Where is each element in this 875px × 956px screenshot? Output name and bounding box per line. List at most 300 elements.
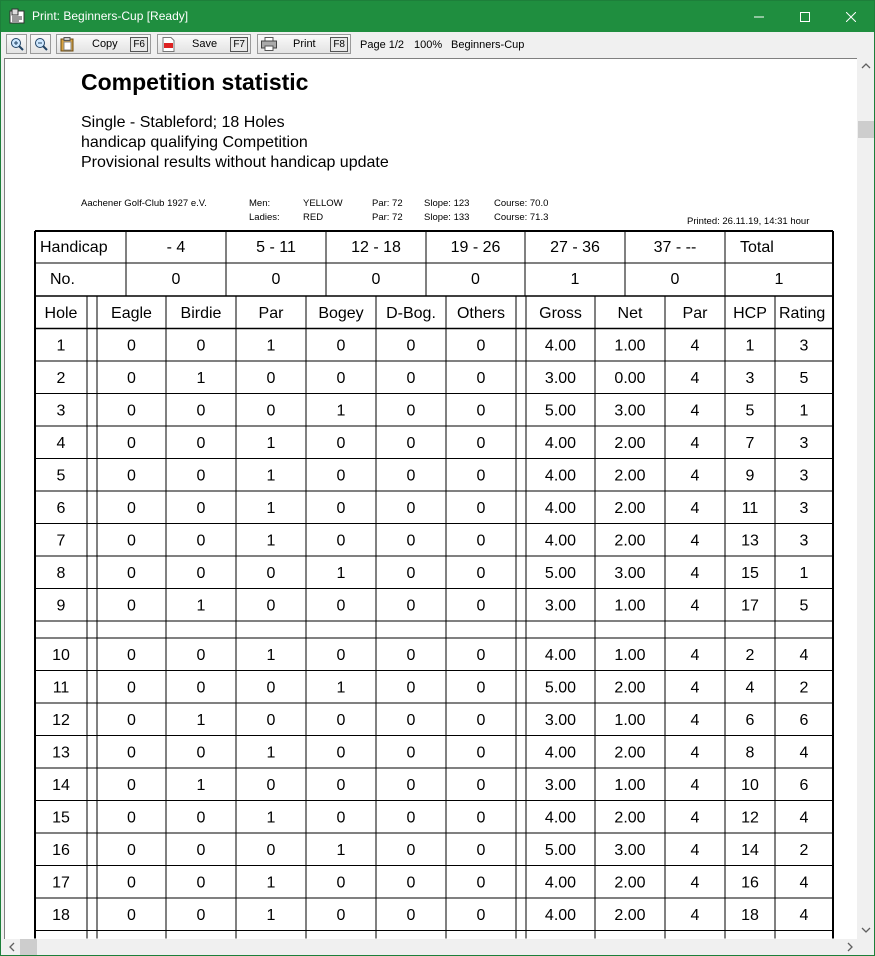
column-header: Others [456, 305, 506, 322]
handicap-band-count: 1 [570, 271, 580, 288]
document-name: Beginners-Cup [451, 39, 525, 51]
title-bar[interactable] [1, 1, 874, 32]
table-cell: 4 [690, 809, 700, 827]
table-cell: 0 [336, 647, 346, 664]
page-indicator: Page 1/2 [360, 39, 405, 51]
table-cell: 0 [336, 597, 346, 615]
report-title: Competition statistic [81, 69, 309, 95]
table-cell: 1 [266, 467, 276, 485]
column-header: HCP [733, 305, 767, 322]
table-cell: 0 [196, 809, 206, 827]
table-cell: 1.00 [614, 597, 646, 615]
table-cell: 10 [52, 647, 70, 664]
report-page[interactable] [4, 58, 857, 939]
table-cell: 15 [741, 565, 759, 582]
table-cell: 4 [690, 842, 700, 859]
table-cell: 4.00 [544, 809, 577, 827]
table-cell: 0 [406, 597, 416, 615]
window-title: Print: Beginners-Cup [Ready] [32, 9, 189, 23]
table-cell: 2.00 [614, 467, 646, 485]
table-cell: 0 [127, 809, 136, 827]
vertical-scrollbar[interactable] [858, 58, 874, 939]
table-cell: 4 [799, 744, 809, 762]
table-cell: 0 [127, 679, 136, 697]
table-cell: 0 [127, 647, 136, 664]
table-cell: 0 [127, 370, 136, 387]
table-cell: 0 [476, 370, 486, 387]
table-cell: 9 [745, 467, 755, 485]
table-cell: 0 [196, 874, 206, 892]
table-cell: 4 [799, 874, 809, 892]
print-label: Print [293, 38, 316, 50]
table-cell: 4.00 [544, 647, 577, 664]
table-cell: 3.00 [544, 777, 577, 794]
table-cell: 4 [690, 370, 700, 387]
table-cell: 0 [266, 777, 276, 794]
table-cell: 1 [266, 907, 276, 924]
table-cell: 0 [406, 565, 416, 582]
table-cell: 3.00 [544, 597, 577, 615]
table-cell: 2.00 [614, 874, 646, 892]
table-cell: 5.00 [544, 679, 577, 697]
table-cell: 3 [799, 337, 809, 355]
table-cell: 0 [476, 744, 486, 762]
table-cell: 0 [127, 532, 136, 550]
table-cell: 5 [56, 467, 66, 485]
maximize-button[interactable] [782, 1, 828, 32]
minimize-button[interactable] [736, 1, 782, 32]
table-cell: 0 [127, 435, 136, 452]
table-cell: 4 [745, 679, 755, 697]
table-cell: 0 [476, 874, 486, 892]
table-cell: 1 [336, 679, 346, 697]
table-cell: 12 [741, 809, 759, 827]
table-cell: 0 [476, 597, 486, 615]
table-cell: 0 [476, 712, 486, 729]
table-cell: 9 [56, 597, 66, 615]
handicap-band-count: 0 [471, 271, 480, 288]
table-cell: 2.00 [614, 500, 646, 517]
handicap-band-count: 0 [670, 271, 680, 288]
table-cell: 0 [266, 679, 276, 697]
zoom-in-icon [10, 37, 24, 51]
table-cell: 8 [56, 565, 66, 582]
table-cell: 0 [196, 532, 206, 550]
table-cell: 5.00 [544, 842, 577, 859]
table-cell: 4 [690, 532, 700, 550]
save-shortcut: F7 [230, 37, 248, 52]
copy-shortcut: F6 [130, 37, 148, 52]
handicap-band-header: 5 - 11 [256, 239, 296, 256]
table-cell: 4.00 [544, 532, 577, 550]
table-cell: 0 [127, 467, 136, 485]
table-cell: 0 [476, 842, 486, 859]
horizontal-scrollbar[interactable] [4, 939, 858, 955]
column-header: Par [258, 305, 284, 322]
men-course: Course: 70.0 [494, 198, 549, 209]
table-cell: 0 [336, 337, 346, 355]
table-cell: 4 [690, 712, 700, 729]
table-cell: 4 [56, 435, 66, 452]
table-cell: 0 [336, 370, 346, 387]
handicap-band-header: 19 - 26 [450, 239, 501, 256]
table-cell: 1 [266, 532, 276, 550]
minimize-icon [754, 12, 764, 22]
table-cell: 0 [476, 532, 486, 550]
table-cell: 14 [741, 842, 759, 859]
table-cell: 0 [196, 679, 206, 697]
table-cell: 0 [196, 500, 206, 517]
table-cell: 2.00 [614, 809, 646, 827]
table-cell: 4 [690, 744, 700, 762]
table-cell: 0 [127, 777, 136, 794]
competition-format: Single - Stableford; 18 Holes [81, 114, 285, 131]
table-cell: 0 [406, 435, 416, 452]
table-cell: 4 [690, 435, 700, 452]
table-cell: 0 [406, 647, 416, 664]
table-cell: 10 [741, 777, 759, 794]
table-cell: 4.00 [544, 435, 577, 452]
printer-app-icon [9, 8, 25, 24]
table-cell: 0 [336, 467, 346, 485]
table-cell: 0.00 [614, 370, 646, 387]
toolbar [1, 32, 874, 57]
table-cell: 4 [690, 565, 700, 582]
table-cell: 1 [745, 337, 755, 355]
table-cell: 4 [799, 647, 809, 664]
ladies-tee: RED [303, 212, 324, 223]
table-cell: 3.00 [544, 712, 577, 729]
table-cell: 1 [336, 842, 346, 859]
table-cell: 0 [196, 402, 206, 420]
table-cell: 0 [476, 647, 486, 664]
table-cell: 2 [56, 370, 66, 387]
column-header: Gross [539, 305, 582, 322]
table-cell: 4.00 [544, 744, 577, 762]
table-cell: 0 [127, 712, 136, 729]
table-cell: 0 [266, 842, 276, 859]
table-cell: 1 [799, 565, 809, 582]
table-cell: 3 [56, 402, 66, 420]
table-cell: 4.00 [544, 874, 577, 892]
table-cell: 3 [799, 500, 809, 517]
scroll-down-icon[interactable] [861, 926, 871, 934]
table-cell: 0 [266, 402, 276, 420]
horizontal-scroll-thumb[interactable] [20, 939, 37, 955]
table-cell: 0 [406, 500, 416, 517]
column-header: Par [682, 305, 708, 322]
table-cell: 4 [690, 337, 700, 355]
table-cell: 0 [266, 712, 276, 729]
ladies-course: Course: 71.3 [494, 212, 549, 223]
save-label: Save [192, 38, 218, 50]
table-cell: 0 [336, 435, 346, 452]
table-cell: 0 [196, 744, 206, 762]
table-cell: 17 [741, 597, 759, 615]
table-cell: 0 [196, 647, 206, 664]
printer-icon [261, 37, 277, 51]
table-cell: 0 [476, 809, 486, 827]
table-cell: 3.00 [614, 842, 646, 859]
table-cell: 6 [799, 777, 809, 794]
table-cell: 18 [52, 907, 70, 924]
table-cell: 13 [741, 532, 759, 550]
ladies-par: Par: 72 [372, 212, 403, 223]
table-cell: 16 [741, 874, 759, 892]
table-cell: 1 [196, 597, 206, 615]
table-cell: 0 [476, 565, 486, 582]
table-cell: 0 [127, 874, 136, 892]
scroll-left-icon[interactable] [8, 942, 16, 952]
table-cell: 1 [336, 402, 346, 420]
table-cell: 2.00 [614, 435, 646, 452]
men-label: Men: [249, 198, 271, 209]
men-par: Par: 72 [372, 198, 403, 209]
table-cell: 0 [406, 467, 416, 485]
table-cell: 1 [196, 712, 206, 729]
table-cell: 0 [196, 467, 206, 485]
table-cell: 3.00 [544, 370, 577, 387]
table-cell: 5.00 [544, 402, 577, 420]
table-cell: 1 [196, 777, 206, 794]
table-cell: 6 [799, 712, 809, 729]
zoom-level: 100% [414, 39, 443, 51]
table-cell: 0 [406, 370, 416, 387]
table-cell: 0 [406, 777, 416, 794]
table-cell: 2 [799, 679, 809, 697]
table-cell: 4 [690, 500, 700, 517]
print-button[interactable] [257, 34, 351, 54]
table-cell: 1 [266, 647, 276, 664]
table-cell: 0 [266, 565, 276, 582]
table-cell: 1 [266, 874, 276, 892]
table-cell: 0 [406, 907, 416, 924]
table-cell: 2.00 [614, 907, 646, 924]
table-cell: 2 [799, 842, 809, 859]
column-header: Net [617, 305, 643, 322]
printed-timestamp: Printed: 26.11.19, 14:31 hour [687, 216, 810, 227]
table-cell: 1 [266, 337, 276, 355]
table-cell: 0 [336, 500, 346, 517]
scroll-up-icon[interactable] [861, 62, 871, 70]
handicap-band-count: 1 [774, 271, 784, 288]
table-cell: 0 [127, 337, 136, 355]
qualifying-note: handicap qualifying Competition [81, 134, 308, 151]
men-slope: Slope: 123 [424, 198, 470, 209]
table-cell: 0 [406, 337, 416, 355]
table-cell: 0 [266, 370, 276, 387]
table-cell: 0 [336, 809, 346, 827]
handicap-band-count: 0 [171, 271, 181, 288]
table-cell: 0 [476, 500, 486, 517]
table-cell: 7 [745, 435, 755, 452]
table-cell: 2.00 [614, 532, 646, 550]
table-cell: 0 [336, 907, 346, 924]
table-cell: 1 [56, 337, 66, 355]
table-cell: 0 [127, 907, 136, 924]
table-cell: 3.00 [614, 565, 646, 582]
table-cell: 7 [56, 532, 66, 550]
zoom-out-icon [34, 37, 48, 51]
table-cell: 0 [336, 874, 346, 892]
table-cell: 0 [196, 435, 206, 452]
column-header: Birdie [180, 305, 222, 322]
table-cell: 18 [741, 907, 759, 924]
table-cell: 4 [690, 679, 700, 697]
column-header: Rating [779, 305, 826, 322]
table-cell: 0 [406, 874, 416, 892]
table-cell: 0 [406, 809, 416, 827]
scrollbar-corner [858, 939, 874, 955]
club-name: Aachener Golf-Club 1927 e.V. [81, 198, 207, 209]
table-cell: 0 [336, 712, 346, 729]
table-cell: 16 [52, 842, 70, 859]
table-cell: 0 [336, 777, 346, 794]
ladies-label: Ladies: [249, 212, 280, 223]
table-cell: 0 [476, 402, 486, 420]
table-cell: 1 [266, 435, 276, 452]
table-cell: 0 [406, 679, 416, 697]
column-header: D-Bog. [386, 305, 436, 322]
table-cell: 11 [741, 500, 759, 517]
close-icon [846, 12, 856, 22]
table-cell: 5 [799, 370, 809, 387]
table-cell: 1.00 [614, 777, 646, 794]
table-cell: 1.00 [614, 647, 646, 664]
table-cell: 0 [336, 744, 346, 762]
table-cell: 5.00 [544, 565, 577, 582]
table-cell: 0 [196, 337, 206, 355]
table-cell: 0 [266, 597, 276, 615]
table-cell: 3 [799, 467, 809, 485]
handicap-band-count: 0 [271, 271, 281, 288]
table-cell: 13 [52, 744, 70, 762]
table-cell: 0 [196, 842, 206, 859]
table-cell: 4 [690, 467, 700, 485]
table-cell: 6 [745, 712, 755, 729]
men-tee: YELLOW [303, 198, 343, 209]
column-header: Eagle [111, 305, 152, 322]
table-cell: 4 [690, 597, 700, 615]
statistics-table [5, 59, 857, 939]
table-cell: 1 [196, 370, 206, 387]
handicap-band-header: 37 - -- [653, 239, 697, 256]
maximize-icon [800, 12, 810, 22]
table-cell: 3 [799, 435, 809, 452]
table-cell: 0 [476, 337, 486, 355]
table-cell: 0 [127, 402, 136, 420]
handicap-row-label: Handicap [40, 239, 108, 256]
table-cell: 14 [52, 777, 70, 794]
close-button[interactable] [828, 1, 874, 32]
table-cell: 0 [476, 435, 486, 452]
table-cell: 3 [745, 370, 755, 387]
table-cell: 5 [745, 402, 755, 420]
table-cell: 1 [799, 402, 809, 420]
table-cell: 4.00 [544, 907, 577, 924]
table-cell: 0 [127, 565, 136, 582]
table-cell: 1.00 [614, 712, 646, 729]
table-cell: 6 [56, 500, 66, 517]
table-cell: 4 [690, 874, 700, 892]
handicap-band-header: 27 - 36 [550, 239, 600, 256]
ladies-slope: Slope: 133 [424, 212, 470, 223]
table-cell: 3 [799, 532, 809, 550]
table-cell: 4.00 [544, 337, 577, 355]
handicap-band-count: 0 [371, 271, 381, 288]
table-cell: 4 [799, 809, 809, 827]
table-cell: 2 [745, 647, 755, 664]
column-header: Bogey [318, 305, 364, 322]
table-cell: 0 [336, 532, 346, 550]
table-cell: 4 [690, 907, 700, 924]
copy-button[interactable] [56, 34, 151, 54]
count-row-label: No. [50, 271, 75, 288]
table-cell: 0 [127, 500, 136, 517]
table-cell: 11 [52, 679, 70, 697]
table-cell: 3.00 [614, 402, 646, 420]
table-cell: 1.00 [614, 337, 646, 355]
table-cell: 4 [690, 402, 700, 420]
table-cell: 4.00 [544, 500, 577, 517]
table-cell: 0 [476, 777, 486, 794]
table-cell: 2.00 [614, 679, 646, 697]
table-cell: 0 [476, 907, 486, 924]
table-cell: 1 [266, 809, 276, 827]
table-cell: 0 [476, 679, 486, 697]
table-cell: 0 [406, 712, 416, 729]
column-header: Hole [44, 305, 78, 322]
table-cell: 0 [127, 744, 136, 762]
table-cell: 1 [336, 565, 346, 582]
scroll-right-icon[interactable] [846, 942, 854, 952]
clipboard-icon [60, 37, 74, 52]
handicap-band-header: Total [740, 239, 774, 256]
table-cell: 0 [476, 467, 486, 485]
zoom-out-button[interactable] [30, 34, 51, 54]
table-cell: 8 [745, 744, 755, 762]
save-button[interactable] [157, 34, 251, 54]
table-cell: 0 [127, 597, 136, 615]
copy-label: Copy [92, 38, 118, 50]
table-cell: 4.00 [544, 467, 577, 485]
table-cell: 4 [690, 647, 700, 664]
handicap-band-header: - 4 [166, 239, 186, 256]
table-cell: 0 [406, 402, 416, 420]
table-cell: 4 [690, 777, 700, 794]
table-cell: 0 [196, 907, 206, 924]
table-cell: 15 [52, 809, 70, 827]
table-cell: 0 [196, 565, 206, 582]
print-shortcut: F8 [330, 37, 348, 52]
table-cell: 4 [799, 907, 809, 924]
table-cell: 12 [52, 712, 70, 729]
table-cell: 0 [127, 842, 136, 859]
pdf-save-icon [162, 37, 175, 52]
table-cell: 17 [52, 874, 70, 892]
handicap-band-header: 12 - 18 [351, 239, 401, 256]
table-cell: 1 [266, 500, 276, 517]
table-cell: 2.00 [614, 744, 646, 762]
table-cell: 5 [799, 597, 809, 615]
table-cell: 0 [406, 744, 416, 762]
vertical-scroll-thumb[interactable] [858, 121, 874, 138]
table-cell: 0 [406, 842, 416, 859]
table-cell: 1 [266, 744, 276, 762]
zoom-in-button[interactable] [6, 34, 27, 54]
table-cell: 0 [406, 532, 416, 550]
provisional-note: Provisional results without handicap update [81, 154, 389, 171]
